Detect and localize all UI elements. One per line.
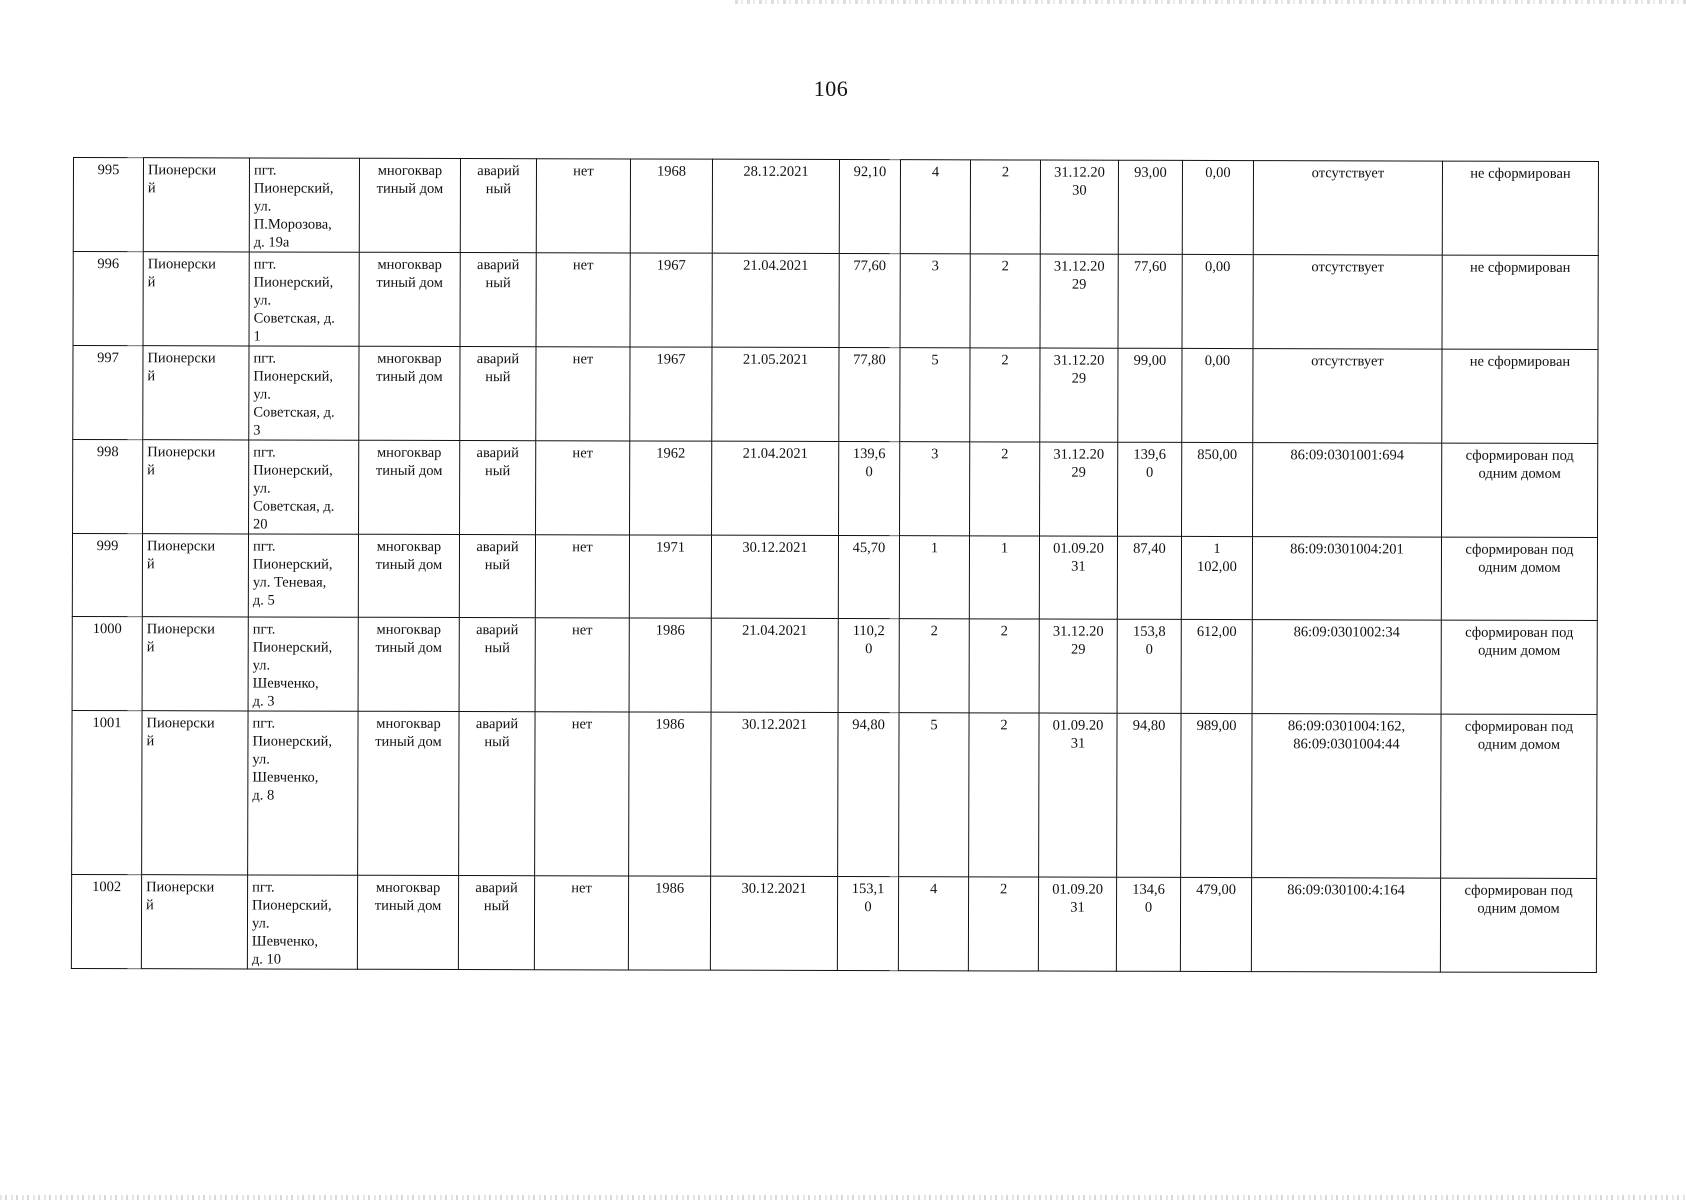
cell-date: 28.12.2021 xyxy=(712,159,839,253)
scan-edge-bottom xyxy=(0,1195,1686,1200)
cell-area-total: 139,6 0 xyxy=(1118,442,1182,536)
cell-row-number: 996 xyxy=(73,252,143,346)
cell-deadline: 31.12.20 29 xyxy=(1040,442,1118,536)
table-row xyxy=(73,440,1598,538)
table-body xyxy=(71,158,1598,973)
table-row xyxy=(73,252,1598,350)
cell-land-status: сформирован под одним домом xyxy=(1441,537,1597,620)
cell-condition: аварий ный xyxy=(459,712,535,876)
cell-residents: 2 xyxy=(899,619,969,713)
cell-address: пгт. Пионерский, ул. Шевченко, д. 3 xyxy=(248,617,358,711)
cell-cadastral-number: 86:09:0301001:694 xyxy=(1253,443,1442,537)
cell-building-type: многоквар тиный дом xyxy=(357,875,458,969)
cell-deadline: 31.12.20 29 xyxy=(1040,348,1118,442)
cell-condition: аварий ный xyxy=(458,876,534,970)
cell-deadline: 31.12.20 30 xyxy=(1040,160,1118,254)
cell-area-total: 134,6 0 xyxy=(1116,877,1180,971)
cell-building-type: многоквар тиный дом xyxy=(358,711,459,875)
cell-area-total: 93,00 xyxy=(1118,160,1182,254)
cell-municipality: Пионерски й xyxy=(143,346,249,440)
housing-registry-table xyxy=(71,157,1599,973)
cell-land-status: сформирован под одним домом xyxy=(1442,443,1598,537)
cell-building-type: многоквар тиный дом xyxy=(358,534,459,617)
cell-building-type: многоквар тиный дом xyxy=(359,346,460,440)
cell-cadastral-number: 86:09:030100:4:164 xyxy=(1251,878,1440,972)
cell-building-type: многоквар тиный дом xyxy=(358,617,459,711)
cell-flag: нет xyxy=(536,347,630,441)
cell-floors: 2 xyxy=(968,877,1038,971)
cell-area-total: 94,80 xyxy=(1117,713,1181,877)
cell-flag: нет xyxy=(534,876,628,970)
cell-land-area: 850,00 xyxy=(1182,442,1253,536)
cell-row-number: 1001 xyxy=(72,710,142,874)
cell-address: пгт. Пионерский, ул. П.Морозова, д. 19а xyxy=(249,158,359,252)
cell-residents: 1 xyxy=(899,536,969,619)
cell-year: 1971 xyxy=(629,535,711,618)
cell-address: пгт. Пионерский, ул. Шевченко, д. 8 xyxy=(248,711,358,875)
table-row xyxy=(71,874,1596,972)
cell-floors: 2 xyxy=(970,348,1040,442)
cell-area-total: 77,60 xyxy=(1118,254,1182,348)
cell-floors: 2 xyxy=(970,254,1040,348)
cell-land-area: 479,00 xyxy=(1180,877,1251,971)
cell-municipality: Пионерски й xyxy=(143,440,249,534)
cell-building-type: многоквар тиный дом xyxy=(359,440,460,534)
cell-residents: 3 xyxy=(900,442,970,536)
cell-cadastral-number: отсутствует xyxy=(1253,349,1442,443)
cell-municipality: Пионерски й xyxy=(142,711,248,875)
table-row xyxy=(73,158,1598,256)
cell-row-number: 998 xyxy=(73,440,143,534)
cell-date: 30.12.2021 xyxy=(711,712,838,876)
cell-area: 77,80 xyxy=(839,348,900,442)
cell-area: 139,6 0 xyxy=(839,442,900,536)
cell-year: 1986 xyxy=(629,618,711,712)
cell-building-type: многоквар тиный дом xyxy=(359,158,460,252)
cell-deadline: 01.09.20 31 xyxy=(1039,536,1117,619)
cell-date: 30.12.2021 xyxy=(711,535,838,618)
cell-deadline: 01.09.20 31 xyxy=(1039,713,1117,877)
cell-land-area: 1 102,00 xyxy=(1181,536,1252,619)
cell-address: пгт. Пионерский, ул. Теневая, д. 5 xyxy=(248,534,358,617)
page-number: 106 xyxy=(813,76,849,101)
cell-date: 21.04.2021 xyxy=(712,253,839,347)
cell-date: 21.04.2021 xyxy=(712,441,839,535)
cell-area: 45,70 xyxy=(838,536,899,619)
cell-condition: аварий ный xyxy=(460,347,536,441)
cell-area-total: 153,8 0 xyxy=(1117,619,1181,713)
cell-date: 21.05.2021 xyxy=(712,347,839,441)
cell-flag: нет xyxy=(535,712,629,876)
cell-floors: 2 xyxy=(970,160,1040,254)
cell-row-number: 1000 xyxy=(72,616,142,710)
cell-deadline: 01.09.20 31 xyxy=(1038,877,1116,971)
cell-row-number: 997 xyxy=(73,346,143,440)
cell-row-number: 999 xyxy=(72,534,142,617)
scan-edge-top xyxy=(735,0,1686,4)
cell-land-area: 989,00 xyxy=(1181,713,1252,877)
cell-land-status: не сформирован xyxy=(1442,255,1598,349)
cell-residents: 4 xyxy=(898,877,968,971)
cell-row-number: 995 xyxy=(73,158,143,252)
cell-deadline: 31.12.20 29 xyxy=(1040,254,1118,348)
cell-land-area: 612,00 xyxy=(1181,619,1252,713)
cell-flag: нет xyxy=(536,441,630,535)
cell-residents: 5 xyxy=(899,713,969,877)
cell-floors: 2 xyxy=(969,619,1039,713)
cell-year: 1968 xyxy=(630,159,712,253)
cell-area: 92,10 xyxy=(839,160,900,254)
cell-deadline: 31.12.20 29 xyxy=(1039,619,1117,713)
cell-area: 77,60 xyxy=(839,254,900,348)
cell-condition: аварий ный xyxy=(459,535,535,618)
cell-land-status: сформирован под одним домом xyxy=(1440,878,1596,972)
cell-land-status: не сформирован xyxy=(1442,349,1598,443)
cell-cadastral-number: отсутствует xyxy=(1253,255,1442,349)
table-row xyxy=(72,710,1597,878)
cell-cadastral-number: 86:09:0301004:162, 86:09:0301004:44 xyxy=(1252,714,1441,878)
cell-land-area: 0,00 xyxy=(1182,160,1253,254)
cell-cadastral-number: отсутствует xyxy=(1253,161,1442,255)
cell-address: пгт. Пионерский, ул. Шевченко, д. 10 xyxy=(247,875,357,969)
cell-area: 110,2 0 xyxy=(838,619,899,713)
cell-condition: аварий ный xyxy=(460,253,536,347)
cell-municipality: Пионерски й xyxy=(143,252,249,346)
cell-flag: нет xyxy=(536,253,630,347)
cell-condition: аварий ный xyxy=(460,159,536,253)
table-row xyxy=(73,346,1598,444)
cell-floors: 2 xyxy=(969,713,1039,877)
cell-municipality: Пионерски й xyxy=(141,875,247,969)
cell-year: 1962 xyxy=(630,441,712,535)
cell-condition: аварий ный xyxy=(460,441,536,535)
cell-floors: 1 xyxy=(969,536,1039,619)
cell-municipality: Пионерски й xyxy=(143,158,249,252)
cell-municipality: Пионерски й xyxy=(142,617,248,711)
cell-address: пгт. Пионерский, ул. Советская, д. 3 xyxy=(249,346,359,440)
cell-land-status: не сформирован xyxy=(1442,161,1598,255)
cell-area-total: 87,40 xyxy=(1117,536,1181,619)
cell-cadastral-number: 86:09:0301002:34 xyxy=(1252,620,1441,714)
cell-residents: 5 xyxy=(900,348,970,442)
cell-year: 1967 xyxy=(630,347,712,441)
cell-residents: 4 xyxy=(900,160,970,254)
cell-cadastral-number: 86:09:0301004:201 xyxy=(1252,537,1441,620)
cell-year: 1967 xyxy=(630,253,712,347)
cell-area-total: 99,00 xyxy=(1118,348,1182,442)
cell-condition: аварий ный xyxy=(459,618,535,712)
cell-land-status: сформирован под одним домом xyxy=(1441,620,1597,714)
cell-flag: нет xyxy=(535,618,629,712)
cell-year: 1986 xyxy=(628,876,710,970)
cell-land-area: 0,00 xyxy=(1182,254,1253,348)
cell-flag: нет xyxy=(536,159,630,253)
cell-building-type: многоквар тиный дом xyxy=(359,252,460,346)
cell-date: 21.04.2021 xyxy=(711,618,838,712)
cell-area: 153,1 0 xyxy=(837,877,898,971)
table-row xyxy=(72,616,1597,714)
cell-municipality: Пионерски й xyxy=(142,534,248,617)
cell-floors: 2 xyxy=(970,442,1040,536)
cell-address: пгт. Пионерский, ул. Советская, д. 1 xyxy=(249,252,359,346)
cell-area: 94,80 xyxy=(838,713,899,877)
cell-residents: 3 xyxy=(900,254,970,348)
cell-year: 1986 xyxy=(629,712,711,876)
cell-flag: нет xyxy=(535,535,629,618)
cell-land-area: 0,00 xyxy=(1182,348,1253,442)
cell-land-status: сформирован под одним домом xyxy=(1441,714,1597,878)
cell-date: 30.12.2021 xyxy=(710,876,837,970)
cell-address: пгт. Пионерский, ул. Советская, д. 20 xyxy=(249,440,359,534)
cell-row-number: 1002 xyxy=(71,874,141,968)
table-row xyxy=(72,534,1597,621)
